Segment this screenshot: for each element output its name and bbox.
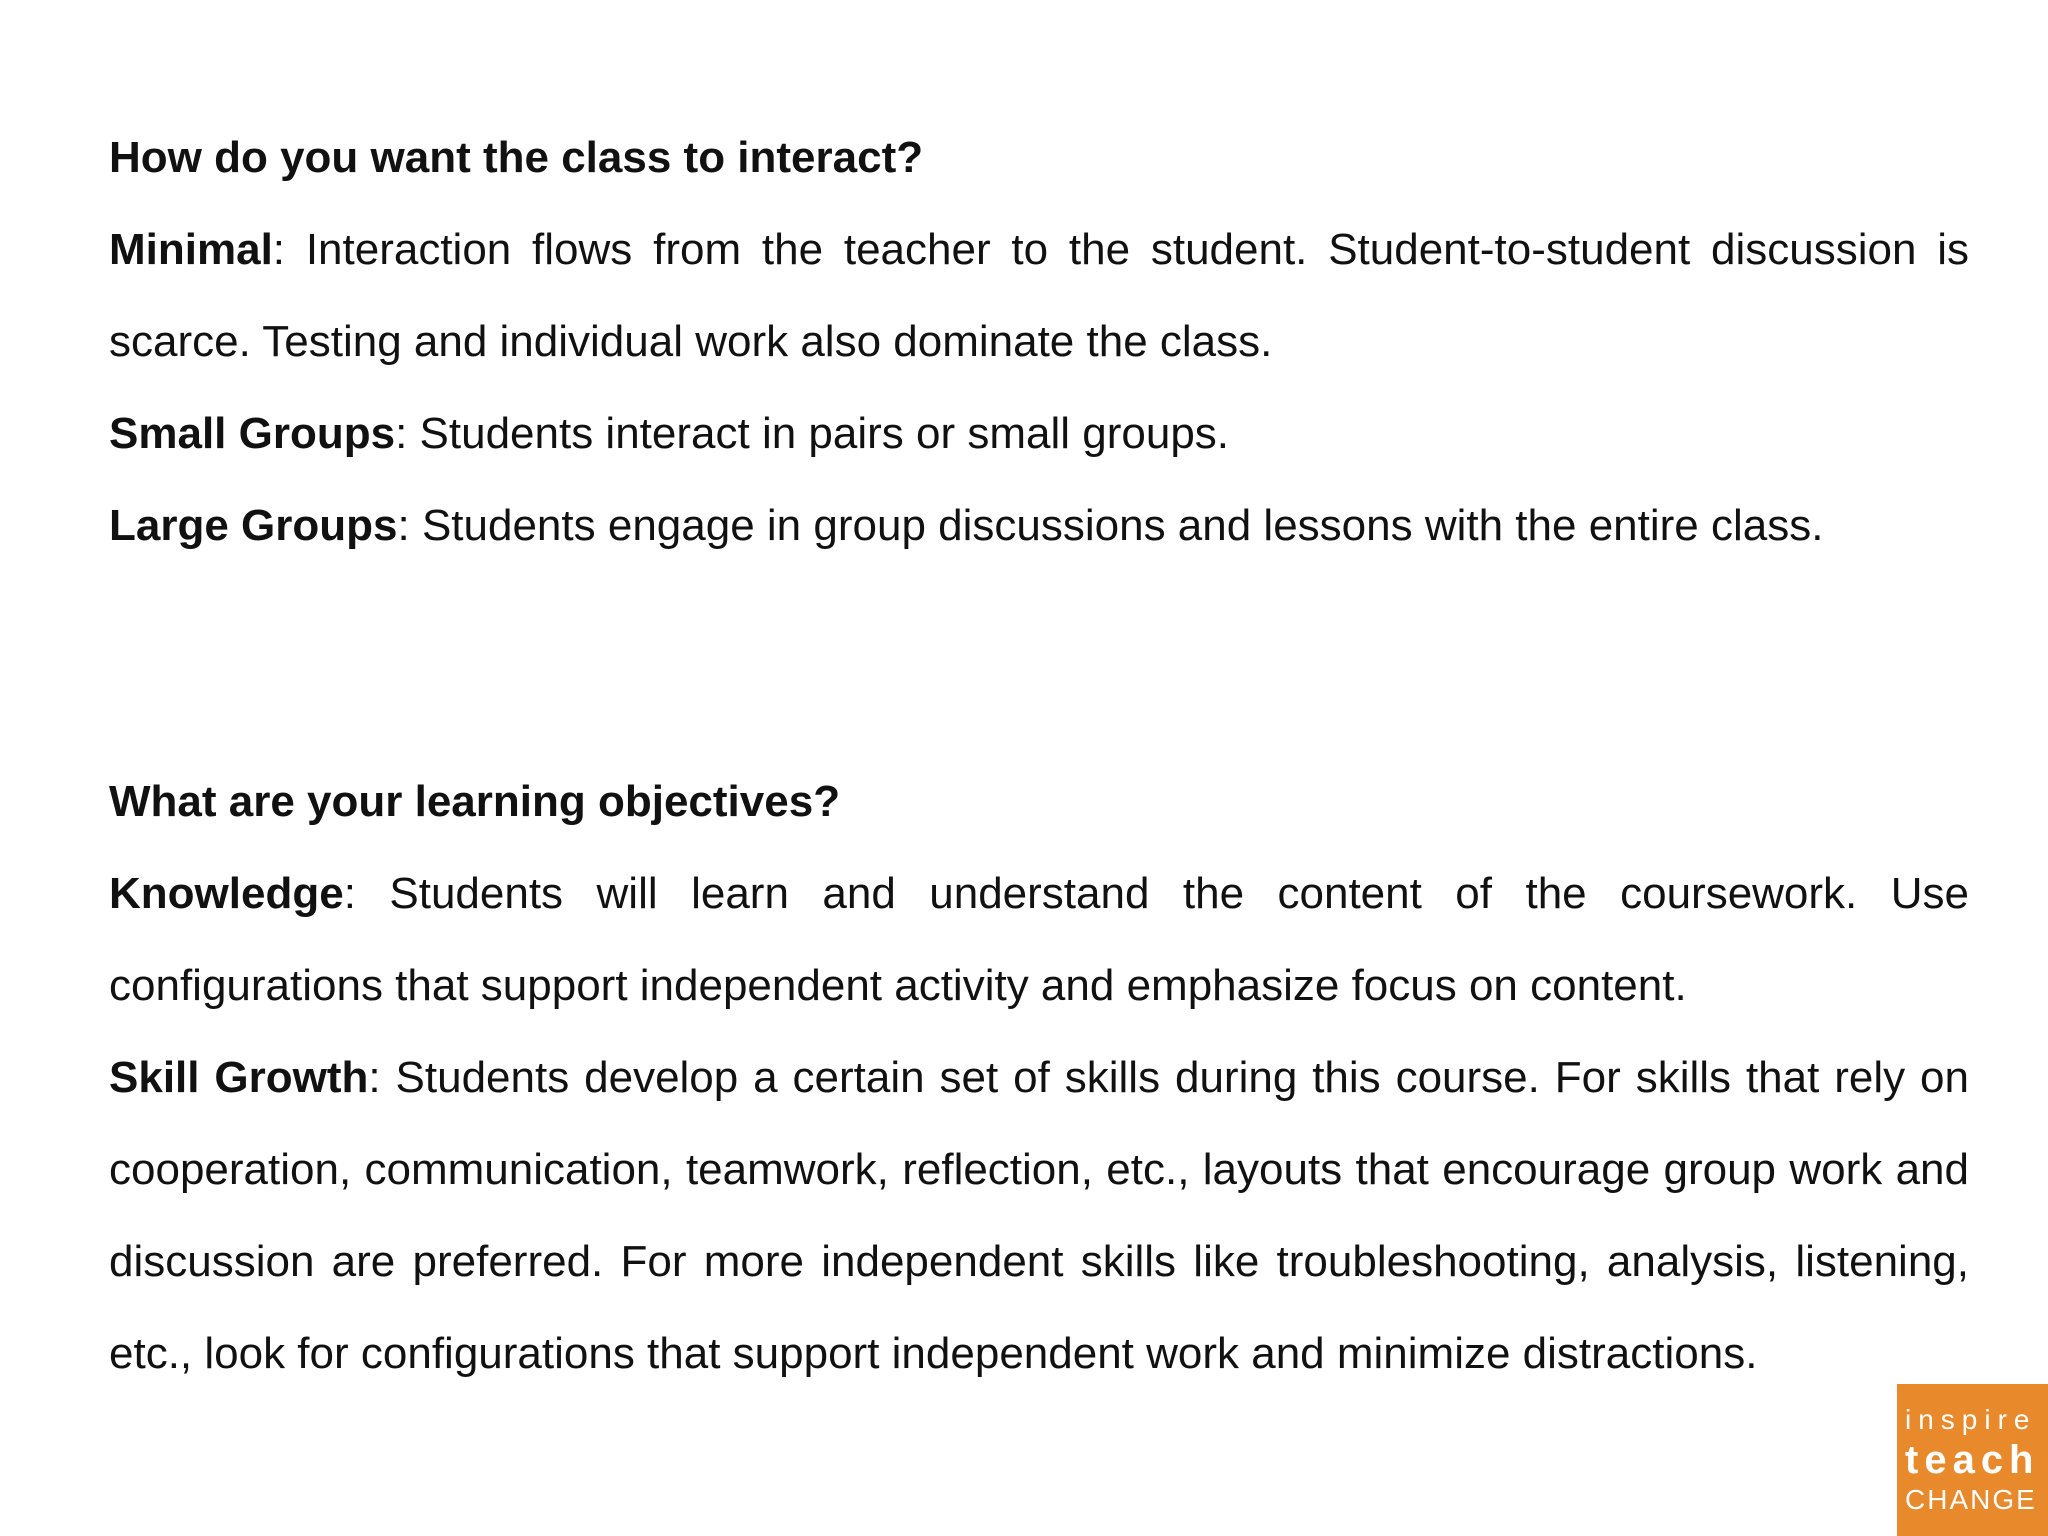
logo-line-inspire: inspire (1905, 1404, 2037, 1435)
item-minimal (109, 204, 1969, 388)
item-text: : Students develop a certain set of skills during this course. For skills that rely on cooperation, communication, teamwork, reflection, etc., layouts that encourage group work and discussion are preferred. For more independent skills like troubleshooting, analysis, listening, etc., look for configurations that support independent work and minimize distractions. (109, 1053, 1969, 1378)
item-small-groups (109, 388, 1969, 480)
item-text: : Students engage in group discussions and lessons with the entire class. (397, 501, 1824, 550)
item-large-groups (109, 480, 1969, 572)
slide-content (109, 112, 1969, 1400)
item-text: : Interaction flows from the teacher to the student. Student-to-student discussion is scarce. Testing and individual work also dominate the class. (109, 225, 1969, 366)
section-heading-objectives: What are your learning objectives? (109, 777, 841, 826)
section-gap (109, 572, 1969, 756)
item-knowledge (109, 848, 1969, 1032)
item-skill-growth (109, 1032, 1969, 1400)
item-term: Large Groups (109, 501, 398, 550)
item-term: Knowledge (109, 869, 344, 918)
logo-line-change: CHANGE (1905, 1484, 2037, 1515)
logo-line-teach: teach (1905, 1438, 2040, 1482)
item-term: Skill Growth (109, 1053, 369, 1102)
inspire-teach-change-logo (1897, 1384, 2048, 1536)
item-term: Minimal (109, 225, 273, 274)
item-term: Small Groups (109, 409, 396, 458)
item-text: : Students will learn and understand the content of the coursework. Use configurations that support independent activity and emphasize focus on content. (109, 869, 1969, 1010)
section-heading-interaction: How do you want the class to interact? (109, 133, 924, 182)
item-text: : Students interact in pairs or small groups. (395, 409, 1230, 458)
